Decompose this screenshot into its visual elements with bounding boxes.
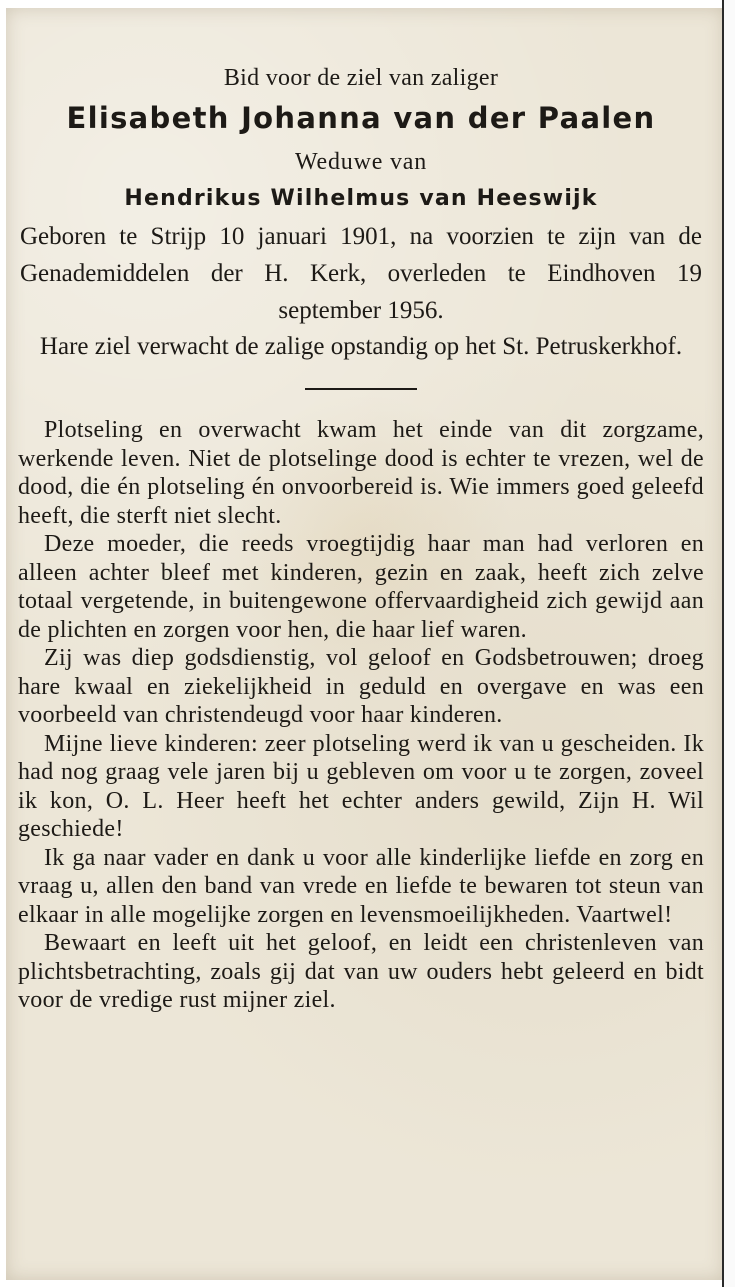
body-paragraph: Mijne lieve kinderen: zeer plotseling werd ik van u gescheiden. Ik had nog graag vele jaren bij u gebleven om voor u te zorgen, zoveel ik kon, O. L. Heer heeft het echter anders gewild, Zijn H. Wil geschiede! xyxy=(18,730,704,842)
husband-name: Hendrikus Wilhelmus van Heeswijk xyxy=(124,186,598,211)
deceased-name: Elisabeth Johanna van der Paalen xyxy=(66,101,656,135)
body-paragraph: Ik ga naar vader en dank u voor alle kinderlijke liefde en zorg en vraag u, allen den band van vrede en liefde te bewaren tot steun van elkaar in alle mogelijke zorgen en levensmoeilijkheden. Vaartwel! xyxy=(18,844,704,928)
resting-place-text: Hare ziel verwacht de zalige opstandig op het St. Petruskerkhof. xyxy=(39,333,683,360)
memorial-card xyxy=(6,8,724,1280)
scan-edge xyxy=(722,0,735,1287)
card-content xyxy=(18,56,704,1015)
birth-death-text: Geboren te Strijp 10 januari 1901, na voorzien te zijn van de Genademiddelen der H. Kerk, overleden te Eindhoven 19 september 1956. xyxy=(20,223,702,324)
body-paragraph: Plotseling en overwacht kwam het einde van dit zorgzame, werkende leven. Niet de plotselinge dood is echter te vrezen, wel de dood, die én plotseling én onvoorbereid is. Wie immers goed geleefd heeft, die sterft niet slecht. xyxy=(18,417,704,529)
body-text xyxy=(18,416,704,1015)
body-paragraph: Bewaart en leeft uit het geloof, en leidt een christenleven van plichtsbetrachting, zoals gij dat van uw ouders hebt geleerd en bidt voor de vredige rust mijner ziel. xyxy=(18,930,704,1013)
widow-of-label: Weduwe van xyxy=(294,149,428,175)
prayer-line: Bid voor de ziel van zaliger xyxy=(223,65,499,91)
body-paragraph: Zij was diep godsdienstig, vol geloof en Godsbetrouwen; droeg hare kwaal en ziekelijkheid in geduld en overgave en was een voorbeeld van christendeugd voor haar kinderen. xyxy=(18,645,704,728)
body-paragraph: Deze moeder, die reeds vroegtijdig haar man had verloren en alleen achter bleef met kinderen, gezin en zaak, heeft zich zelve totaal vergetende, in buitengewone offervaardigheid zich gewijd aan de plichten en zorgen voor hen, die haar lief waren. xyxy=(18,531,704,643)
divider-line xyxy=(305,388,417,390)
